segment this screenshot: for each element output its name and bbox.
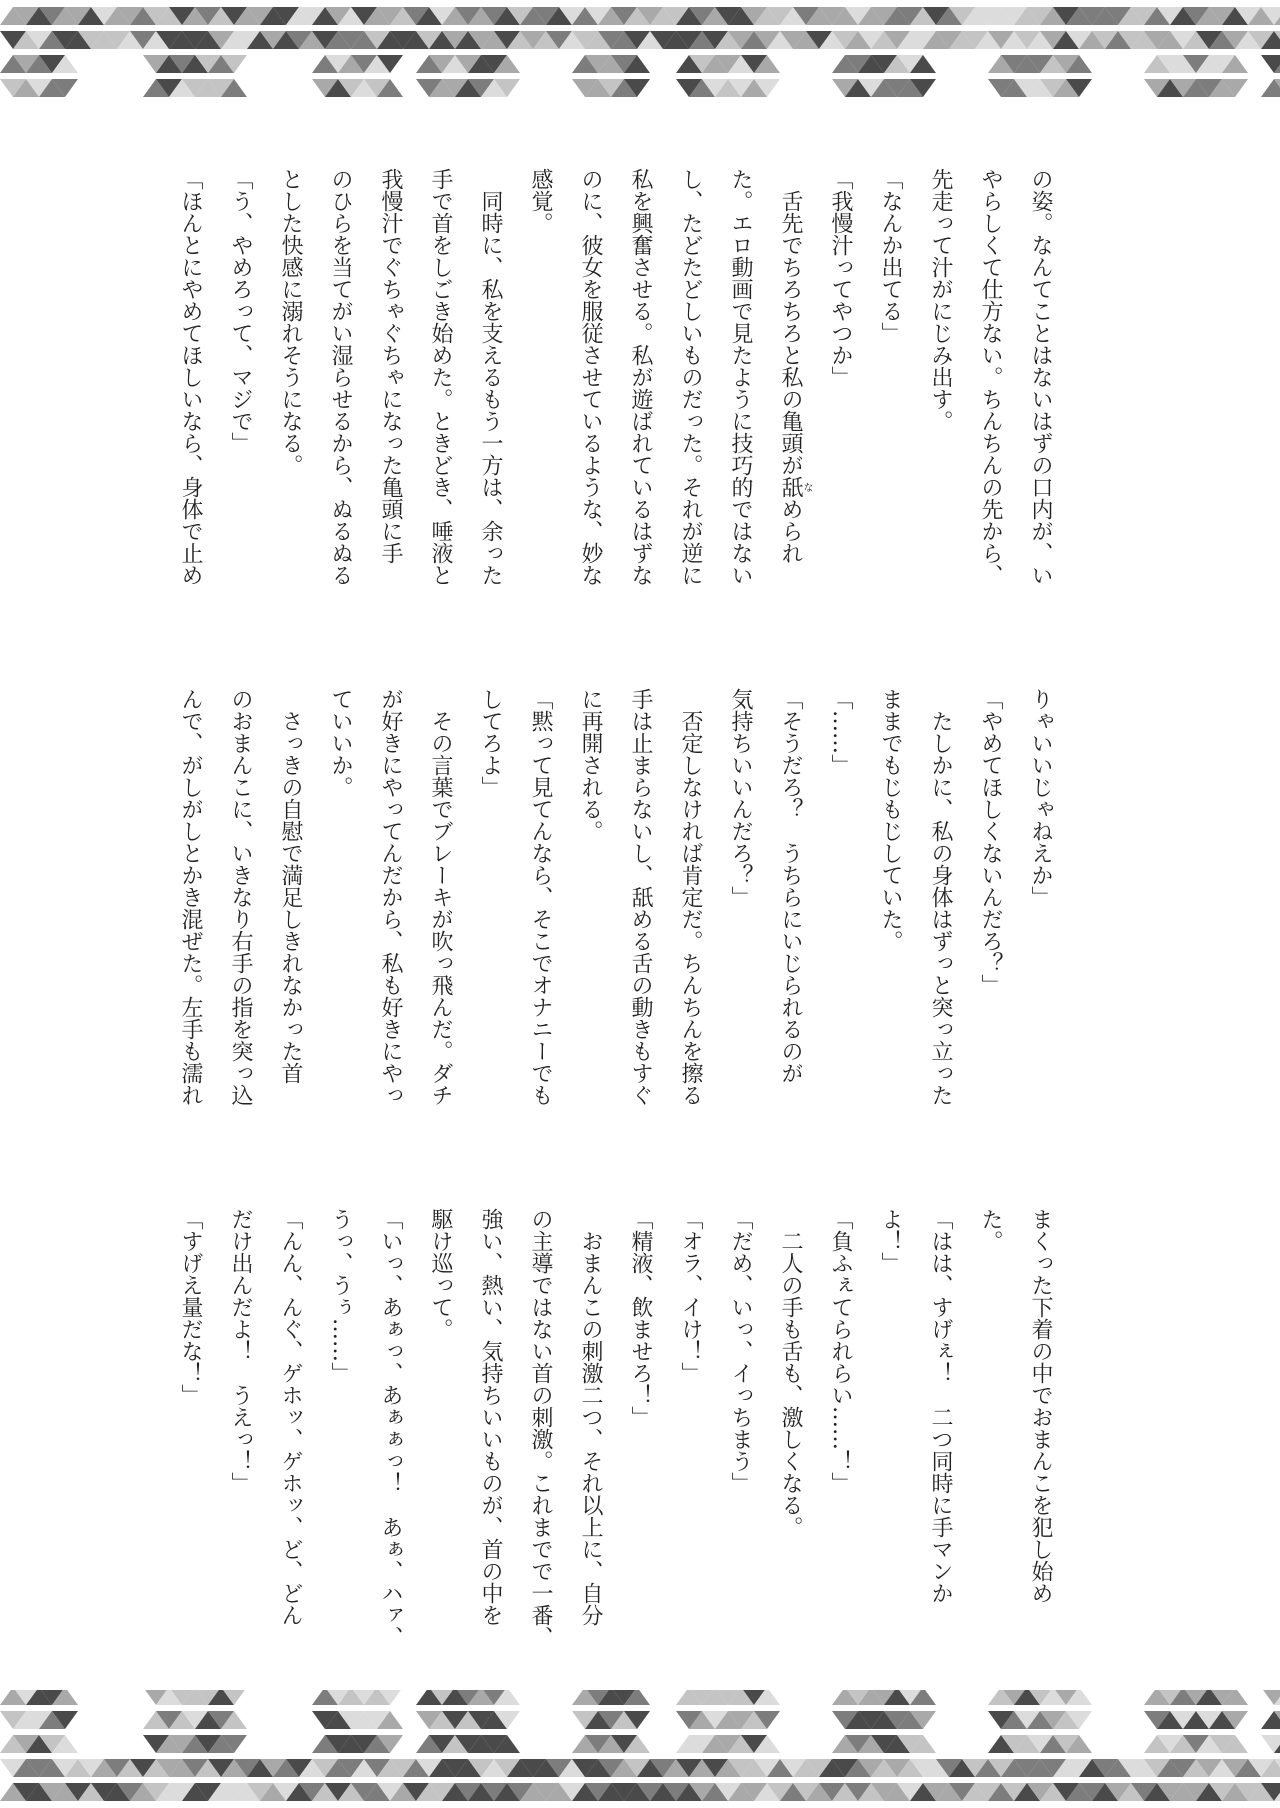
text-segment: 舌先でちろちろと私の亀頭が <box>778 168 803 476</box>
text-line: 「だめ、いっ、イっちまう」 <box>728 1208 753 1494</box>
text-line: 「やめてほしくないんだろ？」 <box>978 688 1003 996</box>
text-line: まくった下着の中でおまんこを犯し始め <box>1028 1208 1053 1604</box>
text-line: 強い、熱い、気持ちいいものが、首の中を <box>478 1208 503 1626</box>
text-line: 「そうだろ？ うちらにいじられるのが <box>778 688 803 1084</box>
text-line: 「いっ、あぁっ、あぁぁっ！ あぁ、ハァ、 <box>378 1208 403 1648</box>
text-line: 「……」 <box>828 688 853 776</box>
text-line: とした快感に溺れそうになる。 <box>278 168 303 476</box>
ruby-annotation <box>778 476 812 498</box>
text-line: のに、彼女を服従させているような、妙な <box>578 168 603 586</box>
text-line: うっ、うぅ……」 <box>328 1208 353 1384</box>
text-line: たしかに、私の身体はずっと突っ立った <box>928 688 953 1106</box>
text-line: ていいか。 <box>328 688 353 798</box>
text-line: 気持ちいいんだろ？」 <box>728 688 753 908</box>
text-line: 「ほんとにやめてほしいなら、身体で止め <box>178 168 203 586</box>
triangle-pattern-top-border <box>0 0 1280 110</box>
text-line: 「う、やめろって、マジで」 <box>228 168 253 454</box>
text-line <box>765 168 815 608</box>
text-block-upper <box>165 168 1065 608</box>
text-line: おまんこの刺激二つ、それ以上に、自分 <box>578 1208 603 1626</box>
text-line: してろよ」 <box>478 688 503 798</box>
text-line: 「精液、飲ませろ！」 <box>628 1208 653 1428</box>
text-block-lower <box>165 1208 1065 1648</box>
text-line: その言葉でブレーキが吹っ飛んだ。ダチ <box>428 688 453 1106</box>
text-line: 我慢汁でぐちゃぐちゃになった亀頭に手 <box>378 168 403 564</box>
text-line: 手は止まらないし、舐める舌の動きもすぐ <box>628 688 653 1106</box>
text-line: のおまんこに、いきなり右手の指を突っ込 <box>228 688 253 1106</box>
text-line: 「はは、すげぇ！ 二つ同時に手マンか <box>928 1208 953 1604</box>
text-line: 「すげえ量だな！」 <box>178 1208 203 1406</box>
text-line: 先走って汁がにじみ出す。 <box>928 168 953 432</box>
text-line: 否定しなければ肯定だ。ちんちんを擦る <box>678 688 703 1106</box>
text-line: 「オラ、イけ！」 <box>678 1208 703 1384</box>
text-line: だけ出んだよ！ うえっ！」 <box>228 1208 253 1494</box>
text-line: の姿。なんてことはないはずの口内が、い <box>1028 168 1053 586</box>
text-line: のひらを当てがい湿らせるから、ぬるぬる <box>328 168 353 586</box>
text-line: 私を興奮させる。私が遊ばれているはずな <box>628 168 653 586</box>
text-line: さっきの自慰で満足しきれなかった首 <box>278 688 303 1084</box>
text-line: りゃいいじゃねえか」 <box>1028 688 1053 908</box>
text-line: 感覚。 <box>528 168 553 234</box>
text-line: 駆け巡って。 <box>428 1208 453 1340</box>
text-line: 「なんか出てる」 <box>878 168 903 344</box>
text-line: た。エロ動画で見たように技巧的ではない <box>728 168 753 586</box>
text-line: 「負ふぇてられらい……！」 <box>828 1208 853 1494</box>
text-line: よ！」 <box>878 1208 903 1274</box>
text-line: し、たどたどしいものだった。それが逆に <box>678 168 703 586</box>
triangle-pattern-bottom-border <box>0 1690 1280 1808</box>
text-line: に再開される。 <box>578 688 603 842</box>
text-line: が好きにやってんだから、私も好きにやっ <box>378 688 403 1106</box>
text-line: やらしくて仕方ない。ちんちんの先から、 <box>978 168 1003 586</box>
text-line: 「黙って見てんなら、そこでオナニーでも <box>528 688 553 1106</box>
text-line: んで、がしがしとかき混ぜた。左手も濡れ <box>178 688 203 1106</box>
text-line: 「我慢汁ってやつか」 <box>828 168 853 388</box>
ruby-base: 舐 <box>778 476 803 498</box>
text-line: 二人の手も舌も、激しくなる。 <box>778 1208 803 1538</box>
text-line: ままでもじもじしていた。 <box>878 688 903 952</box>
text-block-middle <box>165 688 1065 1128</box>
text-segment: められ <box>778 498 803 564</box>
text-line: 手で首をしごき始めた。ときどき、唾液と <box>428 168 453 586</box>
text-line: 「んん、んぐ、ゲホッ、ゲホッ、ど、どん <box>278 1208 303 1626</box>
text-line: の主導ではない首の刺激。これまでで一番、 <box>528 1208 553 1648</box>
ruby-reading: な <box>801 476 812 498</box>
text-line: 同時に、私を支えるもう一方は、余った <box>478 168 503 586</box>
text-line: た。 <box>978 1208 1003 1252</box>
